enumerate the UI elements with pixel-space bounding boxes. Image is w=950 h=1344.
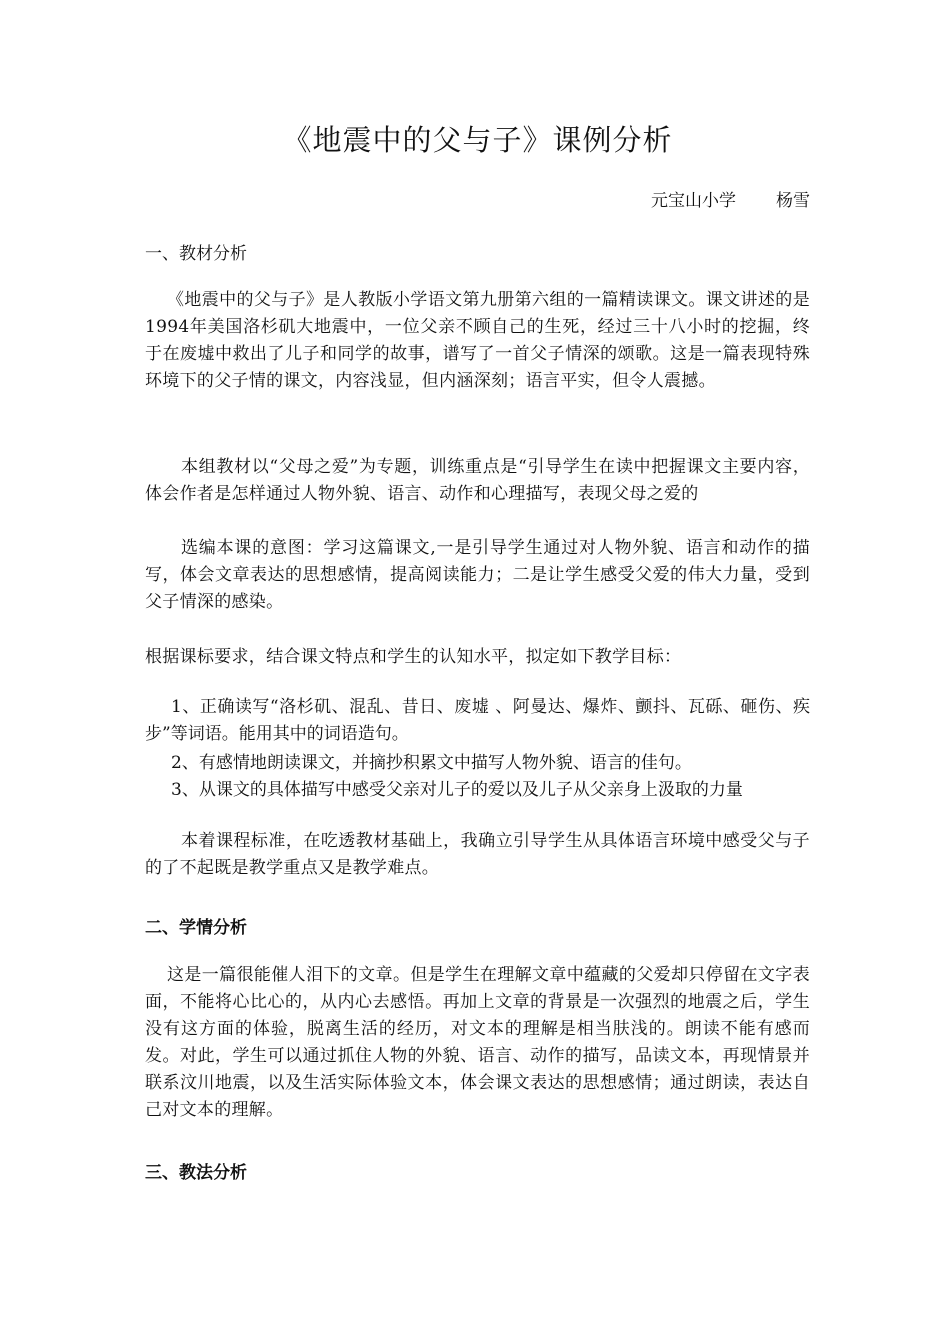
paragraph-unit-focus: 本组教材以“父母之爱”为专题，训练重点是“引导学生在读中把握课文主要内容，体会作者是怎样通过人物外貌、语言、动作和心理描写，表现父母之爱的 — [145, 457, 810, 504]
paragraph-key-points: 本着课程标准，在吃透教材基础上，我确立引导学生从具体语言环境中感受父与子的了不起既是教学重点又是教学难点。 — [145, 831, 810, 878]
teaching-goal-2: 2、有感情地朗读课文，并摘抄积累文中描写人物外貌、语言的佳句。 — [171, 753, 692, 773]
author-line — [651, 186, 810, 211]
paragraph-materials-intro: 《地震中的父与子》是人教版小学语文第九册第六组的一篇精读课文。课文讲述的是1994年美国洛杉矶大地震中，一位父亲不顾自己的生死，经过三十八小时的挖掘，终于在废墟中救出了儿子和同学的故事，谱写了一首父子情深的颂歌。这是一篇表现特殊环境下的父子情的课文，内容浅显，但内涵深刻；语言平实，但令人震撼。 — [145, 290, 810, 391]
teaching-goal-1: 1、正确读写“洛杉矶、混乱、昔日、废墟 、阿曼达、爆炸、颤抖、瓦砾、砸伤、疾步”等词语。能用其中的词语造句。 — [145, 697, 810, 744]
paragraph-lesson-intent: 选编本课的意图：学习这篇课文,一是引导学生通过对人物外貌、语言和动作的描写，体会文章表达的思想感情，提高阅读能力；二是让学生感受父爱的伟大力量，受到父子情深的感染。 — [145, 538, 810, 612]
section-heading-methods: 三、教法分析 — [145, 1163, 247, 1183]
author-name: 杨雪 — [776, 191, 810, 211]
teaching-goal-3: 3、从课文的具体描写中感受父亲对儿子的爱以及儿子从父亲身上汲取的力量 — [171, 780, 743, 800]
paragraph-student-analysis: 这是一篇很能催人泪下的文章。但是学生在理解文章中蕴藏的父爱却只停留在文字表面，不能将心比心的，从内心去感悟。再加上文章的背景是一次强烈的地震之后，学生没有这方面的体验，脱离生活的经历，对文本的理解是相当肤浅的。朗读不能有感而发。对此，学生可以通过抓住人物的外貌、语言、动作的描写，品读文本，再现情景并联系汶川地震，以及生活实际体验文本，体会课文表达的思想感情；通过朗读，表达自己对文本的理解。 — [145, 965, 810, 1120]
author-school: 元宝山小学 — [651, 191, 736, 211]
paragraph-goals-intro: 根据课标要求，结合课文特点和学生的认知水平，拟定如下教学目标： — [145, 647, 682, 667]
section-heading-students: 二、学情分析 — [145, 918, 247, 938]
page-title: 《地震中的父与子》课例分析 — [282, 123, 673, 157]
section-heading-materials: 一、教材分析 — [145, 244, 247, 264]
